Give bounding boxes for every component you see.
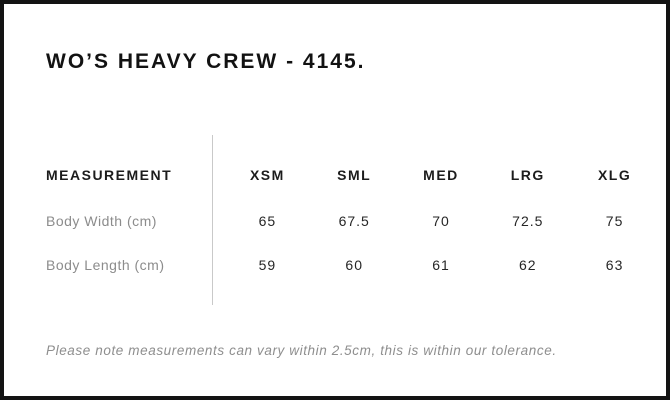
column-header-xlg: XLG xyxy=(597,167,632,183)
value-cell: 72.5 xyxy=(512,213,544,229)
value-cell: 59 xyxy=(258,257,277,273)
table-row-body-length xyxy=(46,255,658,275)
size-header-cells xyxy=(224,167,658,183)
value-cell: 61 xyxy=(432,257,450,273)
column-header-xsm: XSM xyxy=(249,167,285,183)
column-header-measurement: MEASUREMENT xyxy=(46,167,173,183)
body-length-values xyxy=(224,257,658,273)
value-cell: 60 xyxy=(345,257,363,273)
value-cell: 70 xyxy=(432,213,450,229)
value-cell: 63 xyxy=(605,257,624,273)
column-header-sml: SML xyxy=(337,167,372,183)
table-row-body-width xyxy=(46,211,658,231)
tolerance-note: Please note measurements can vary within 2.5cm, this is within our tolerance. xyxy=(46,343,557,358)
page-title: WO’S HEAVY CREW - 4145. xyxy=(46,50,366,73)
body-width-values xyxy=(224,213,658,229)
column-header-med: MED xyxy=(423,167,459,183)
value-cell: 65 xyxy=(258,213,277,229)
row-label-body-length: Body Length (cm) xyxy=(46,257,165,273)
value-cell: 75 xyxy=(605,213,624,229)
value-cell: 62 xyxy=(519,257,537,273)
column-header-lrg: LRG xyxy=(510,167,545,183)
table-header-row xyxy=(46,165,658,185)
row-label-body-width: Body Width (cm) xyxy=(46,213,157,229)
value-cell: 67.5 xyxy=(338,213,370,229)
